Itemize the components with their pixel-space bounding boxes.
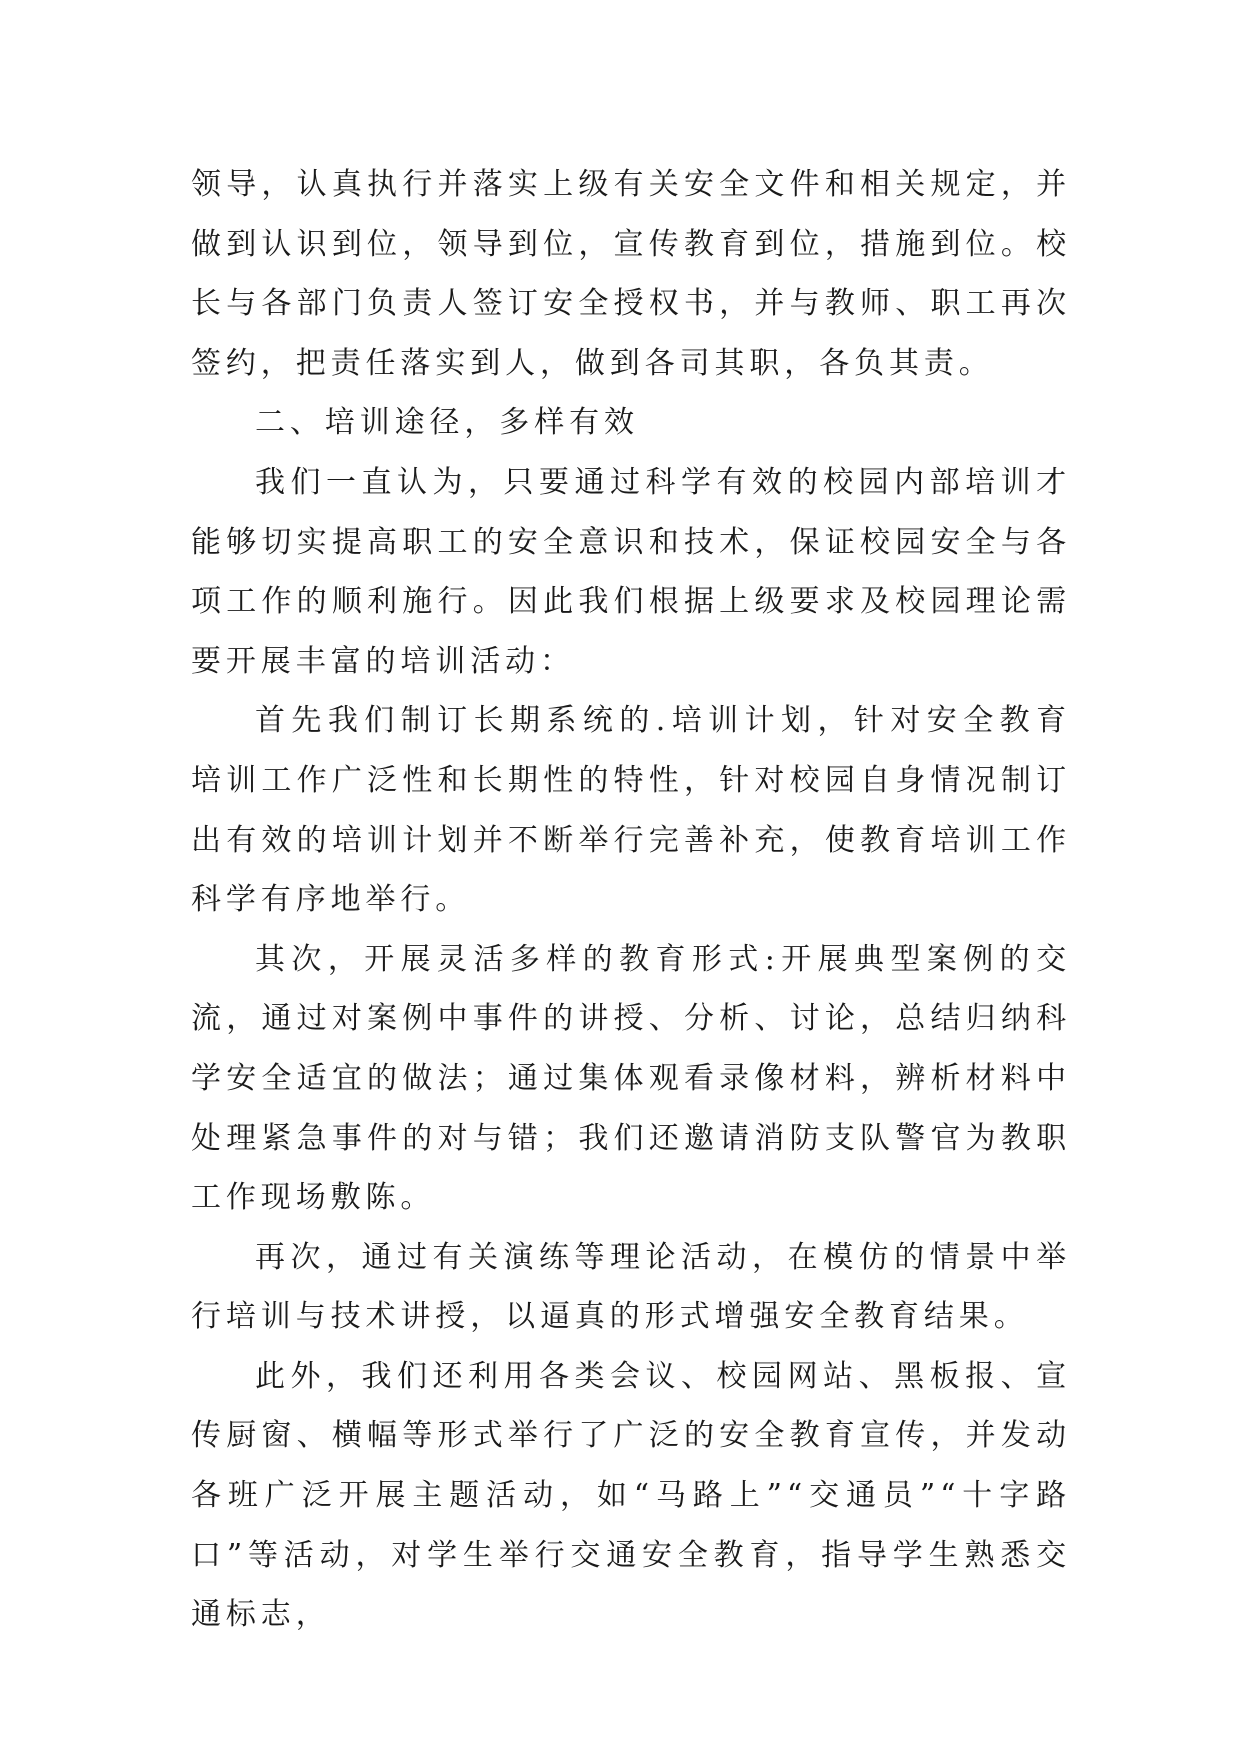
paragraph-training-plan: 首先我们制订长期系统的.培训计划，针对安全教育培训工作广泛性和长期性的特性，针对校园自身情况制订出有效的培训计划并不断举行完善补充，使教育培训工作科学有序地举行。: [191, 703, 1071, 918]
paragraph-education-forms: 其次，开展灵活多样的教育形式:开展典型案例的交流，通过对案例中事件的讲授、分析、讨论，总结归纳科学安全适宜的做法；通过集体观看录像材料，辨析材料中处理紧急事件的对与错；我们还邀请消防支队警官为教职工作现场敷陈。: [191, 941, 1071, 1216]
paragraph-leadership: 领导，认真执行并落实上级有关安全文件和相关规定，并做到认识到位，领导到位，宣传教育到位，措施到位。校长与各部门负责人签订安全授权书，并与教师、职工再次签约，把责任落实到人，做到各司其职，各负其责。: [191, 167, 1071, 381]
section-heading-training: 二、培训途径，多样有效: [255, 405, 639, 441]
paragraph-publicity: 此外，我们还利用各类会议、校园网站、黑板报、宣传厨窗、横幅等形式举行了广泛的安全教育宣传，并发动各班广泛开展主题活动，如“马路上”“交通员”“十字路口”等活动，对学生举行交通安全教育，指导学生熟悉交通标志，: [191, 1358, 1071, 1633]
paragraph-training-intro: 我们一直认为，只要通过科学有效的校园内部培训才能够切实提高职工的安全意识和技术，保证校园安全与各项工作的顺利施行。因此我们根据上级要求及校园理论需要开展丰富的培训活动：: [191, 464, 1071, 679]
paragraph-drills: 再次，通过有关演练等理论活动，在模仿的情景中举行培训与技术讲授，以逼真的形式增强安全教育结果。: [191, 1239, 1071, 1335]
document-body: [191, 155, 1071, 1645]
